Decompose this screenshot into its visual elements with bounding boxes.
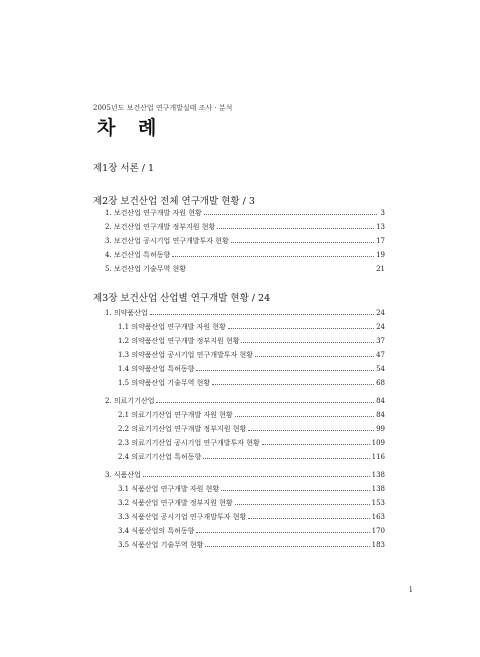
dot-leader: [241, 341, 374, 343]
toc-section: [105, 308, 385, 318]
toc-section-page: 24: [376, 309, 385, 317]
toc-entry: [118, 498, 385, 508]
toc-entry-page: 109: [371, 439, 385, 447]
toc-entry-page: 170: [371, 527, 385, 535]
toc-entry-label: 2.2 의료기기산업 연구개발 정부지원 현황: [118, 425, 247, 433]
toc-entry: [118, 378, 385, 388]
dot-leader: [196, 369, 374, 371]
toc-entry-page: 99: [376, 425, 385, 433]
dot-leader: [217, 227, 374, 229]
toc-entry-page: 3: [380, 209, 385, 217]
dot-leader: [204, 213, 377, 215]
dot-leader: [156, 401, 374, 403]
toc-section: [105, 470, 385, 480]
toc-entry: [105, 236, 385, 246]
dot-leader: [172, 255, 374, 257]
dot-leader: [235, 415, 374, 417]
toc-entry-label: 1.2 의약품산업 연구개발 정부지원 현황: [118, 337, 240, 345]
toc-entry: [105, 264, 385, 274]
toc-entry-label: 1. 보건산업 연구개발 자원 현황: [105, 209, 202, 217]
toc-entry-label: 2.3 의료기기산업 공시기업 연구개발투자 현황: [118, 439, 260, 447]
toc-section-label: 1. 의약품산업: [105, 309, 148, 317]
toc-entry-page: 21: [376, 265, 385, 273]
toc-section: [105, 396, 385, 406]
toc-entry-label: 2. 보건산업 연구개발 정부지원 현황: [105, 223, 216, 231]
toc-entry-page: 13: [376, 223, 385, 231]
toc-entry-label: 2.4 의료기기산업 특허동향: [118, 453, 202, 461]
toc-entry-label: 3.3 식품산업 공시기업 연구개발투자 현황: [118, 513, 247, 521]
toc-entry: [118, 438, 385, 448]
toc-entry-page: 47: [376, 351, 385, 359]
dot-leader: [235, 503, 370, 505]
toc-entry-label: 2.1 의료기기산업 연구개발 자원 현황: [118, 411, 233, 419]
toc-entry-page: 163: [371, 513, 385, 521]
toc-entry-page: 37: [376, 337, 385, 345]
toc-entry-label: 3.1 식품산업 연구개발 자원 현황: [118, 485, 220, 493]
toc-entry-label: 1.4 의약품산업 특허동향: [118, 365, 195, 373]
toc-entry-page: 68: [376, 379, 385, 387]
toc-entry: [105, 222, 385, 232]
dot-leader: [212, 383, 374, 385]
toc-entry-label: 1.3 의약품산업 공시기업 연구개발투자 현황: [118, 351, 253, 359]
toc-entry: [118, 364, 385, 374]
toc-entry: [118, 336, 385, 346]
toc-entry-page: 138: [371, 485, 385, 493]
toc-entry: [118, 350, 385, 360]
dot-leader: [221, 489, 369, 491]
toc-entry-page: 84: [376, 411, 385, 419]
dot-leader: [262, 443, 370, 445]
toc-entry-label: 4. 보건산업 특허동향: [105, 251, 171, 259]
dot-leader: [248, 517, 369, 519]
toc-entry-page: 24: [376, 323, 385, 331]
toc-entry-page: 54: [376, 365, 385, 373]
chapter-2-heading: 제2장 보건산업 전체 연구개발 현황 / 3: [93, 196, 255, 207]
toc-section-page: 84: [376, 397, 385, 405]
toc-section-label: 3. 식품산업: [105, 471, 141, 479]
toc-entry-label: 3.5 식품산업 기술무역 현황: [118, 541, 204, 549]
running-header: 2005년도 보건산업 연구개발실태 조사 · 분석: [93, 104, 233, 112]
toc-entry-label: 1.1 의약품산업 연구개발 자원 현황: [118, 323, 226, 331]
toc-entry-page: 183: [371, 541, 385, 549]
toc-section-page: 138: [371, 471, 385, 479]
toc-section-label: 2. 의료기기산업: [105, 397, 155, 405]
dot-leader: [248, 429, 374, 431]
dot-leader: [205, 545, 369, 547]
toc-entry-label: 3.2 식품산업 연구개발 정부지원 현황: [118, 499, 233, 507]
toc-entry: [105, 208, 385, 218]
dot-leader: [150, 313, 374, 315]
toc-entry: [118, 526, 385, 536]
toc-entry: [118, 322, 385, 332]
dot-leader: [231, 241, 374, 243]
chapter-3-heading: 제3장 보건산업 산업별 연구개발 현황 / 24: [93, 293, 271, 304]
toc-entry-page: 19: [376, 251, 385, 259]
toc-entry-label: 5. 보건산업 기술무역 현황: [105, 265, 186, 273]
page-number: i: [409, 585, 412, 594]
toc-entry-label: 1.5 의약품산업 기술무역 현황: [118, 379, 211, 387]
toc-entry: [105, 250, 385, 260]
chapter-1-heading: 제1장 서론 / 1: [93, 163, 155, 174]
toc-entry-label: 3. 보건산업 공시기업 연구개발투자 현황: [105, 237, 229, 245]
toc-entry: [118, 484, 385, 494]
toc-entry: [118, 410, 385, 420]
dot-leader: [203, 457, 369, 459]
toc-entry: [118, 452, 385, 462]
toc-entry-page: 153: [371, 499, 385, 507]
toc-entry-page: 116: [371, 453, 385, 461]
dot-leader: [143, 475, 370, 477]
dot-leader: [228, 327, 374, 329]
page-title: 차 례: [97, 117, 165, 139]
toc-entry: [118, 424, 385, 434]
toc-entry: [118, 540, 385, 550]
toc-entry: [118, 512, 385, 522]
dot-leader: [255, 355, 374, 357]
dot-leader: [196, 531, 369, 533]
toc-entry-label: 3.4 식품산업의 특허동향: [118, 527, 195, 535]
toc-entry-page: 17: [376, 237, 385, 245]
